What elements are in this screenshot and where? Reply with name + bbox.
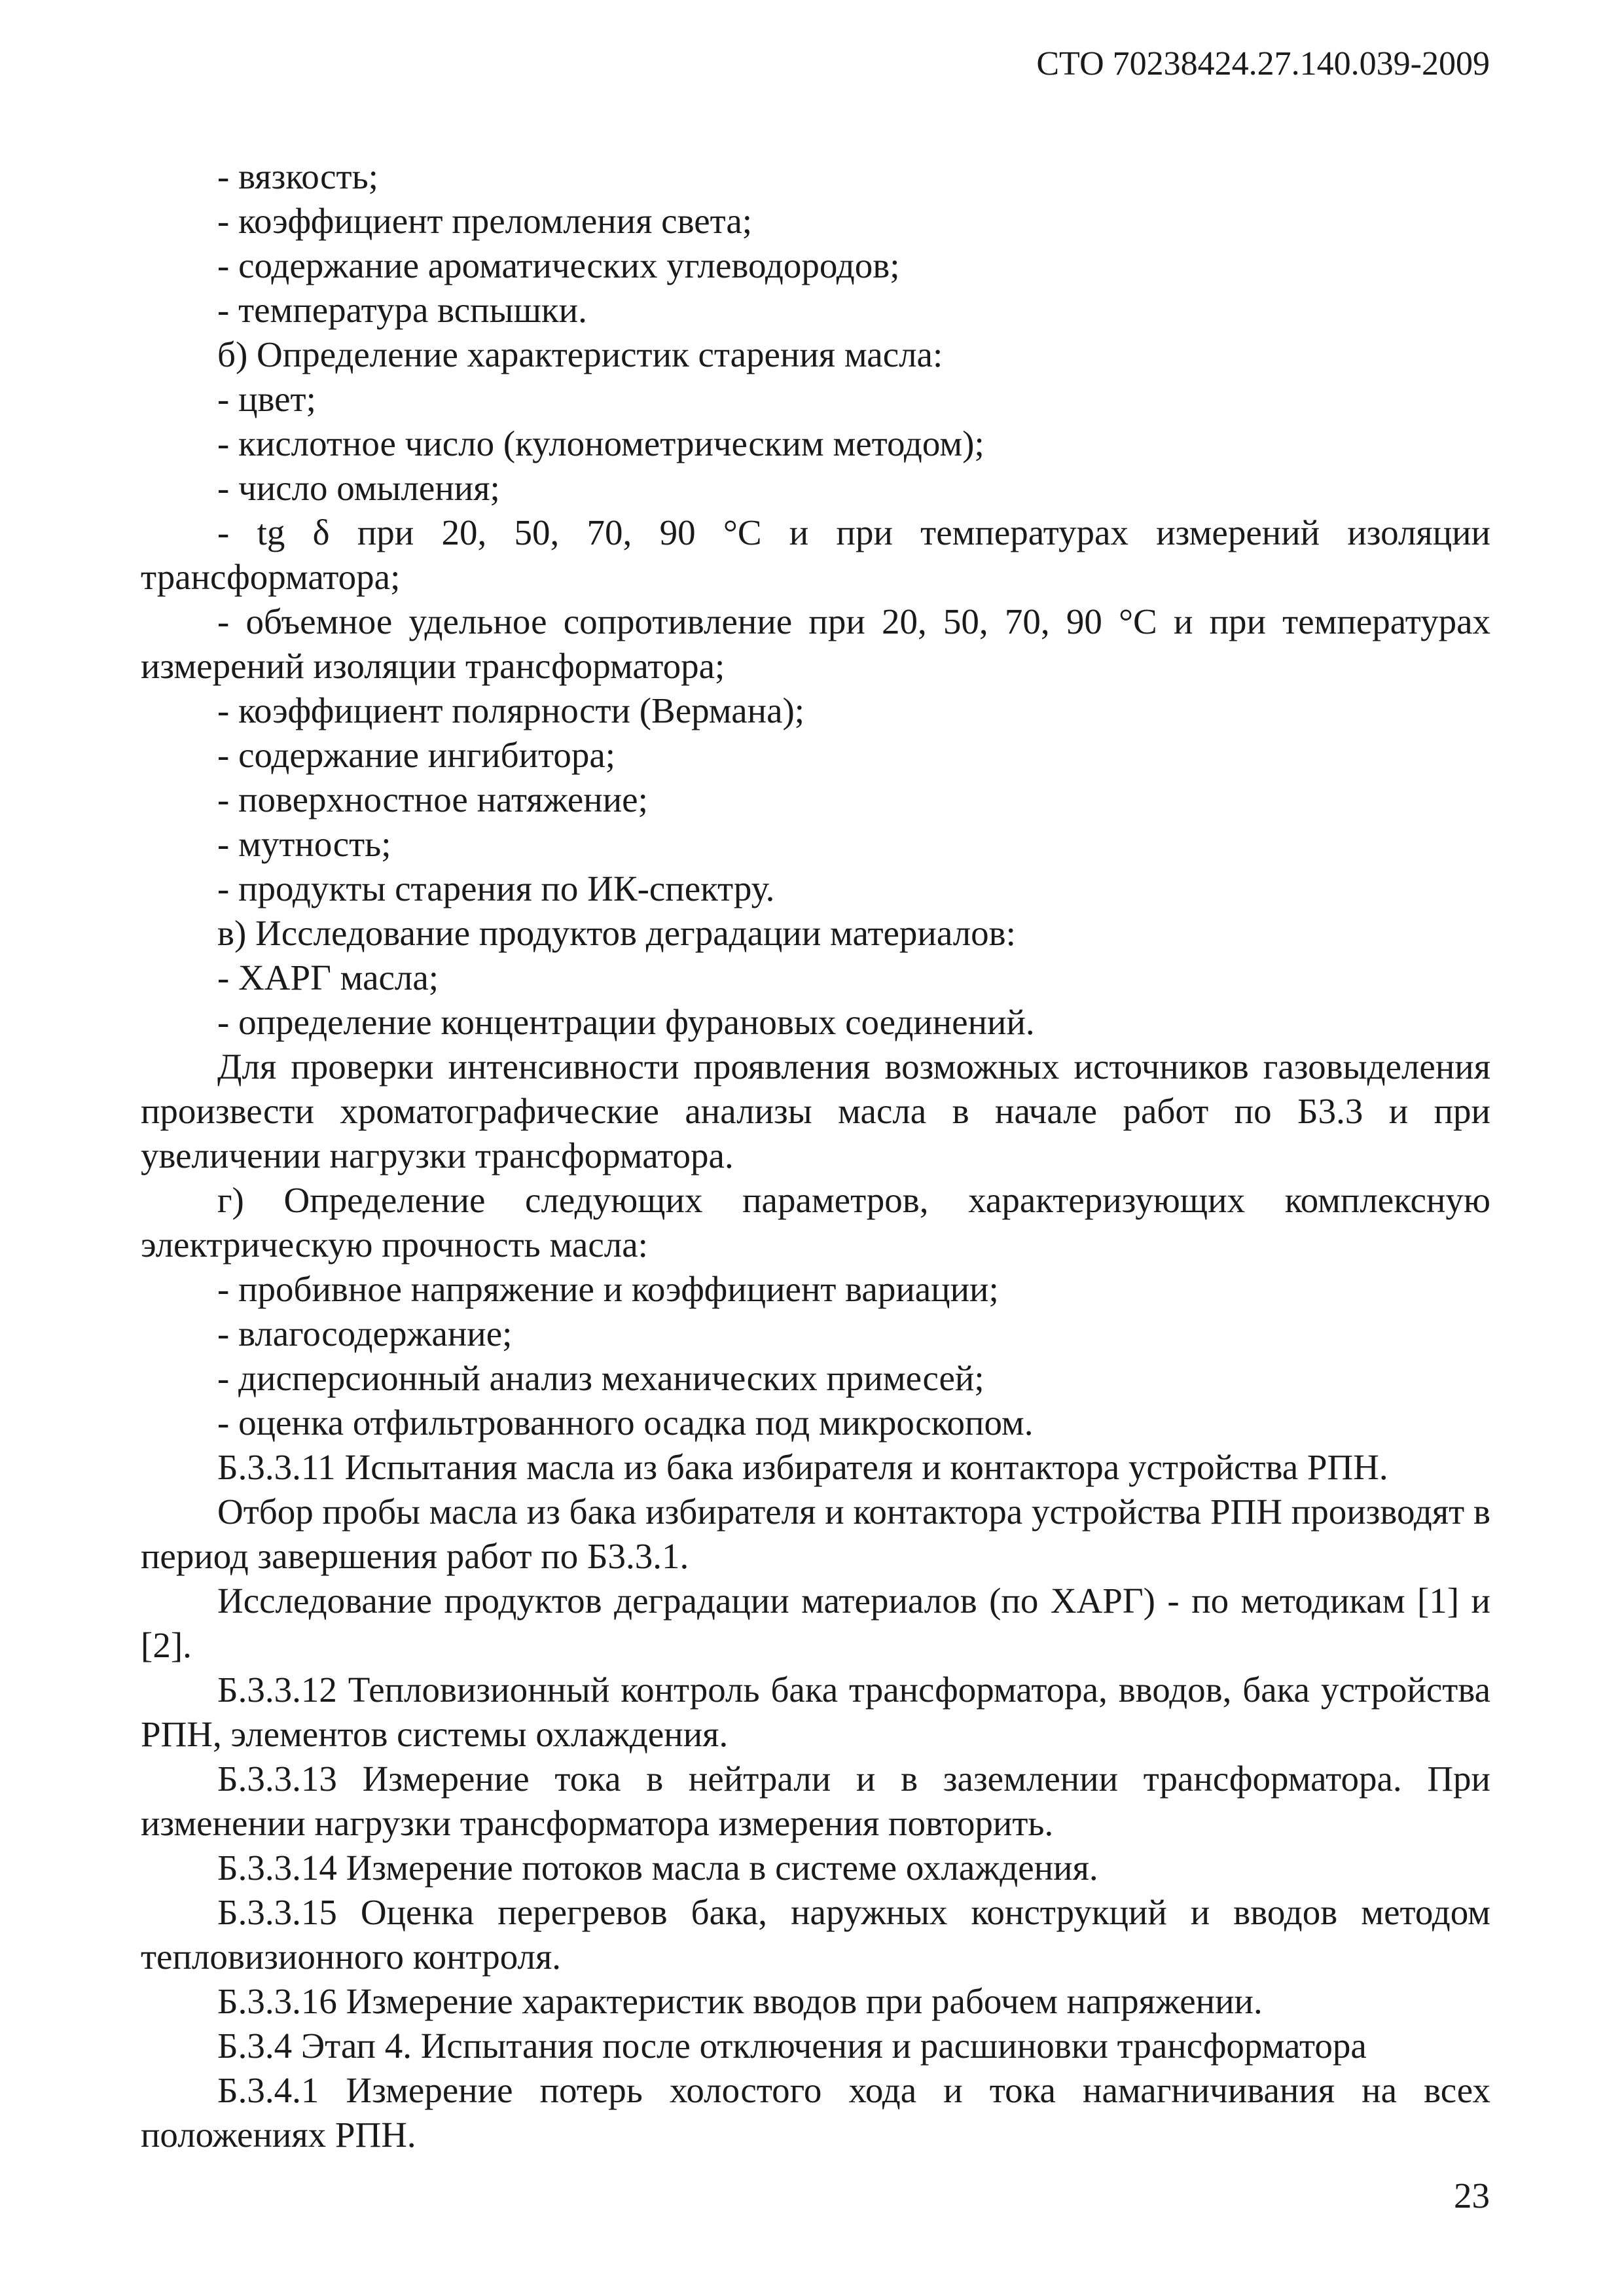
list-item: - вязкость;: [217, 156, 378, 196]
page-number: 23: [1454, 2176, 1490, 2215]
list-item: - пробивное напряжение и коэффициент вариации;: [217, 1269, 999, 1309]
stage-heading: Б.3.4 Этап 4. Испытания после отключения и расшиновки трансформатора: [217, 2026, 1367, 2066]
list-item: - ХАРГ масла;: [217, 958, 439, 997]
list-item: - коэффициент полярности (Вермана);: [217, 691, 805, 730]
list-item: - поверхностное натяжение;: [217, 780, 648, 819]
list-item: - дисперсионный анализ механических примесей;: [217, 1358, 984, 1398]
clause-heading: Б.3.3.14 Измерение потоков масла в системе охлаждения.: [217, 1848, 1098, 1888]
list-item: - продукты старения по ИК-спектру.: [217, 869, 775, 908]
clause-heading: Б.3.4.1 Измерение потерь холостого хода и тока намагничивания на всех положениях РПН.: [141, 2070, 1490, 2155]
list-item: - число омыления;: [217, 468, 500, 508]
clause-heading: Б.3.3.15 Оценка перегревов бака, наружных конструкций и вводов методом тепловизионного контроля.: [141, 1892, 1490, 1977]
document-body: [141, 154, 1490, 2157]
list-item: - содержание ингибитора;: [217, 735, 616, 775]
paragraph: Отбор пробы масла из бака избирателя и контактора устройства РПН производят в период завершения работ по Б3.3.1.: [141, 1492, 1490, 1576]
section-heading: в) Исследование продуктов деградации материалов:: [217, 913, 1016, 953]
section-heading: б) Определение характеристик старения масла:: [217, 334, 943, 374]
list-item: - коэффициент преломления света;: [217, 201, 753, 241]
list-item: - оценка отфильтрованного осадка под микроскопом.: [217, 1403, 1034, 1443]
clause-heading: Б.3.3.13 Измерение тока в нейтрали и в заземлении трансформатора. При изменении нагрузки трансформатора измерения повторить.: [141, 1759, 1490, 1843]
paragraph: Исследование продуктов деградации материалов (по ХАРГ) - по методикам [1] и [2].: [141, 1581, 1490, 1665]
list-item: - tg δ при 20, 50, 70, 90 °С и при температурах измерений изоляции трансформатора;: [141, 512, 1490, 597]
clause-heading: Б.3.3.11 Испытания масла из бака избирателя и контактора устройства РПН.: [217, 1447, 1388, 1487]
list-item: - содержание ароматических углеводородов;: [217, 245, 900, 285]
document-code-header: СТО 70238424.27.140.039-2009: [1036, 45, 1490, 82]
list-item: - определение концентрации фурановых соединений.: [217, 1002, 1035, 1042]
list-item: - влагосодержание;: [217, 1314, 513, 1354]
list-item: - цвет;: [217, 379, 316, 419]
list-item: - мутность;: [217, 824, 391, 864]
clause-heading: Б.3.3.16 Измерение характеристик вводов при рабочем напряжении.: [217, 1981, 1263, 2021]
list-item: - температура вспышки.: [217, 290, 587, 330]
section-heading: г) Определение следующих параметров, характеризующих комплексную электрическую прочность масла:: [141, 1180, 1490, 1265]
clause-heading: Б.3.3.12 Тепловизионный контроль бака трансформатора, вводов, бака устройства РПН, элементов системы охлаждения.: [141, 1670, 1490, 1754]
list-item: - объемное удельное сопротивление при 20, 50, 70, 90 °С и при температурах измерений изоляции трансформатора;: [141, 601, 1490, 686]
paragraph: Для проверки интенсивности проявления возможных источников газовыделения произвести хроматографические анализы масла в начале работ по Б3.3 и при увеличении нагрузки трансформатора.: [141, 1047, 1490, 1175]
list-item: - кислотное число (кулонометрическим методом);: [217, 423, 984, 463]
